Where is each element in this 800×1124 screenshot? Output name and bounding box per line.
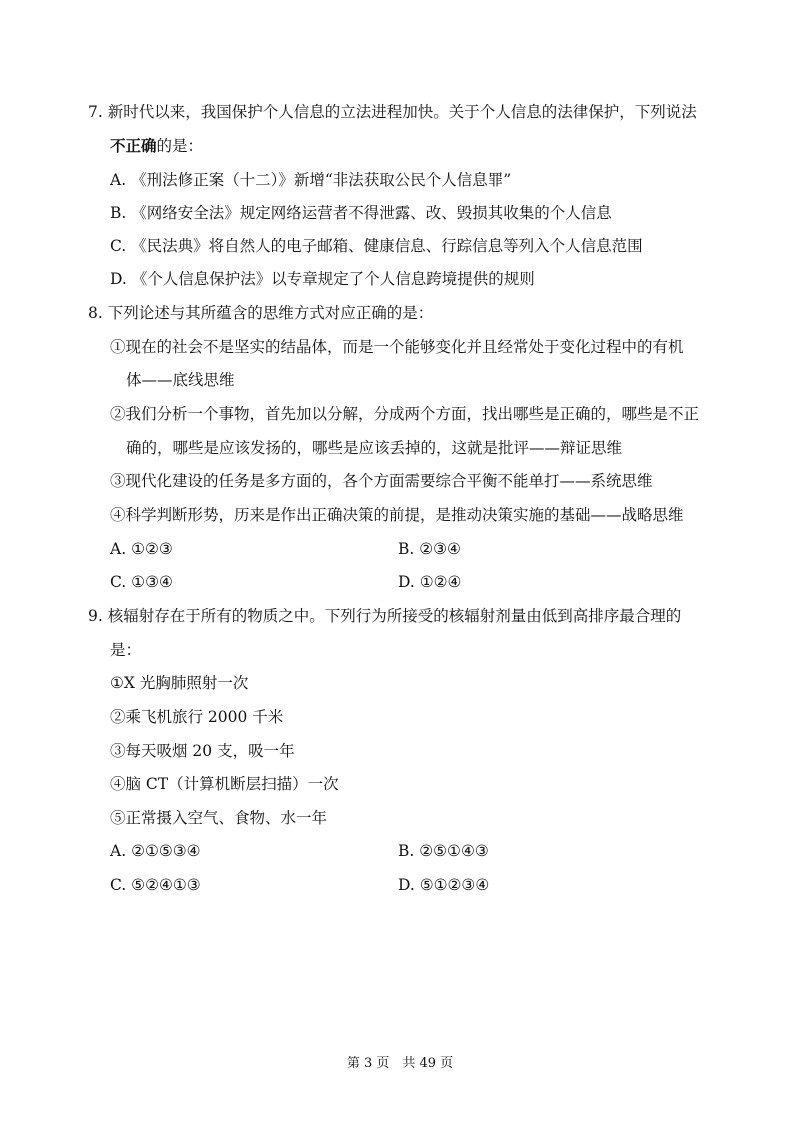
question-stem: [88, 102, 697, 122]
option-b: [110, 203, 612, 223]
option-d: [110, 269, 535, 289]
page-footer: 第 3 页 共 49 页: [346, 1056, 454, 1071]
question-stem-cont: [110, 136, 203, 156]
option-letter: A.: [110, 171, 127, 189]
statement-1: ①现在的社会不是坚实的结晶体，而是一个能够变化并且经常处于变化过程中的有机: [110, 338, 684, 356]
question-stem-cont: 是：: [110, 641, 142, 659]
statement-4: ④科学判断形势，历来是作出正确决策的前提，是推动决策实施的基础——战略思维: [110, 506, 684, 524]
option-c: [110, 572, 173, 592]
option-text: 《民法典》将自然人的电子邮箱、健康信息、行踪信息等列入个人信息范围: [131, 237, 643, 255]
option-text: ②①⑤③④: [131, 842, 201, 860]
option-a: [110, 539, 173, 559]
option-d: [398, 875, 489, 895]
statement-2: ②我们分析一个事物，首先加以分解，分成两个方面，找出哪些是正确的，哪些是不正: [110, 405, 700, 423]
option-letter: B.: [110, 204, 127, 222]
stem-text: 下列论述与其所蕴含的思维方式对应正确的是：: [107, 304, 434, 322]
option-text: 《刑法修正案（十二）》新增“非法获取公民个人信息罪”: [131, 171, 512, 189]
statement-1: ①X 光胸肺照射一次: [110, 674, 249, 692]
option-c: [110, 875, 201, 895]
stem-text: 新时代以来，我国保护个人信息的立法进程加快。关于个人信息的法律保护，下列说法: [107, 103, 697, 121]
option-text: ①②④: [419, 573, 462, 591]
option-letter: D.: [398, 573, 415, 591]
statement-4: ④脑 CT（计算机断层扫描）一次: [110, 775, 339, 793]
option-b: [398, 841, 489, 861]
option-d: [398, 572, 461, 592]
question-number: 9.: [88, 607, 103, 625]
option-letter: B.: [398, 540, 415, 558]
option-text: 《网络安全法》规定网络运营者不得泄露、改、毁损其收集的个人信息: [131, 204, 612, 222]
option-text: ⑤②④①③: [131, 876, 201, 894]
statement-2: ②乘飞机旅行 2000 千米: [110, 708, 284, 726]
question-number: 7.: [88, 103, 103, 121]
option-letter: A.: [110, 842, 127, 860]
option-text: ①③④: [131, 573, 173, 591]
option-letter: C.: [110, 237, 127, 255]
option-text: ②③④: [419, 540, 461, 558]
option-a: [110, 841, 201, 861]
question-stem: [88, 606, 681, 626]
statement-2-cont: 确的，哪些是应该发扬的，哪些是应该丢掉的，这就是批评——辩证思维: [126, 439, 623, 457]
stem-tail: 的是：: [156, 137, 204, 155]
option-letter: D.: [110, 270, 127, 288]
option-c: [110, 236, 643, 256]
option-letter: B.: [398, 842, 415, 860]
stem-text: 核辐射存在于所有的物质之中。下列行为所接受的核辐射剂量由低到高排序最合理的: [107, 607, 682, 625]
option-letter: C.: [110, 876, 127, 894]
statement-1-cont: 体——底线思维: [126, 371, 235, 389]
option-a: [110, 170, 511, 190]
option-text: ②⑤①④③: [419, 842, 489, 860]
statement-3: ③每天吸烟 20 支，吸一年: [110, 742, 295, 760]
question-number: 8.: [88, 304, 103, 322]
option-letter: A.: [110, 540, 127, 558]
option-text: 《个人信息保护法》以专章规定了个人信息跨境提供的规则: [131, 270, 535, 288]
statement-5: ⑤正常摄入空气、食物、水一年: [110, 809, 328, 827]
statement-3: ③现代化建设的任务是多方面的，各个方面需要综合平衡不能单打——系统思维: [110, 472, 653, 490]
option-letter: C.: [110, 573, 127, 591]
option-letter: D.: [398, 876, 415, 894]
option-text: ⑤①②③④: [419, 876, 490, 894]
option-b: [398, 539, 461, 559]
stem-emphasis: 不正确: [110, 136, 157, 155]
option-text: ①②③: [131, 540, 173, 558]
question-stem: [88, 303, 433, 323]
